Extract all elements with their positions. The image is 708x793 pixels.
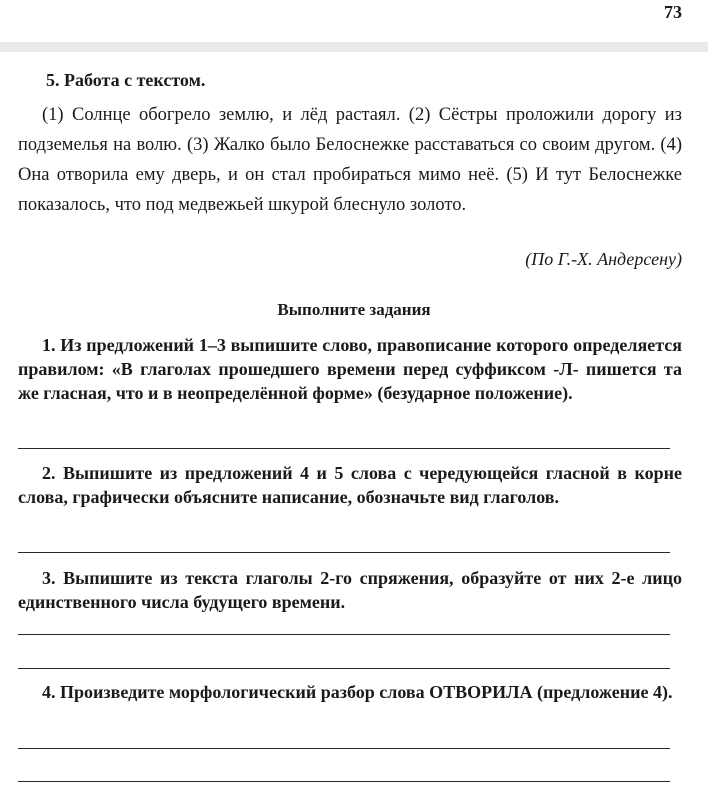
answer-line-2[interactable] xyxy=(18,552,670,553)
passage-body: (1) Солнце обогрело землю, и лёд растаял. (2) Сёстры проложили дорогу из подземелья на волю. (3) Жалко было Белоснежке расставаться со своим другом. (4) Она отворила ему дверь, и он стал пробираться мимо неё. (5) И тут Белоснежке показалось, что под медвежьей шкурой блеснуло золото. xyxy=(18,105,682,215)
passage-text xyxy=(18,100,682,220)
page-number: 73 xyxy=(664,2,682,22)
task-4: 4. Произведите морфологический разбор слова ОТВОРИЛА (предложение 4). xyxy=(42,682,673,702)
section-title: 5. Работа с текстом. xyxy=(46,70,206,90)
passage-attribution: (По Г.-Х. Андерсену) xyxy=(525,249,682,269)
task-2: 2. Выпишите из предложений 4 и 5 слова с чередующейся гласной в корне слова, графически объясните написание, обозначьте вид глаголов. xyxy=(18,463,682,507)
answer-line-3b[interactable] xyxy=(18,668,670,669)
tasks-heading: Выполните задания xyxy=(277,300,431,319)
answer-line-4a[interactable] xyxy=(18,748,670,749)
task-3: 3. Выпишите из текста глаголы 2-го спряжения, образуйте от них 2-е лицо единственного числа будущего времени. xyxy=(18,568,682,612)
header-band xyxy=(0,42,708,52)
answer-line-3a[interactable] xyxy=(18,634,670,635)
answer-line-1[interactable] xyxy=(18,448,670,449)
answer-line-4b[interactable] xyxy=(18,781,670,782)
task-1: 1. Из предложений 1–3 выпишите слово, правописание которого определяется правилом: «В глаголах прошедшего времени перед суффиксом -Л- пишется та же гласная, что и в неопределённой форме» (безударное положение). xyxy=(18,335,682,403)
